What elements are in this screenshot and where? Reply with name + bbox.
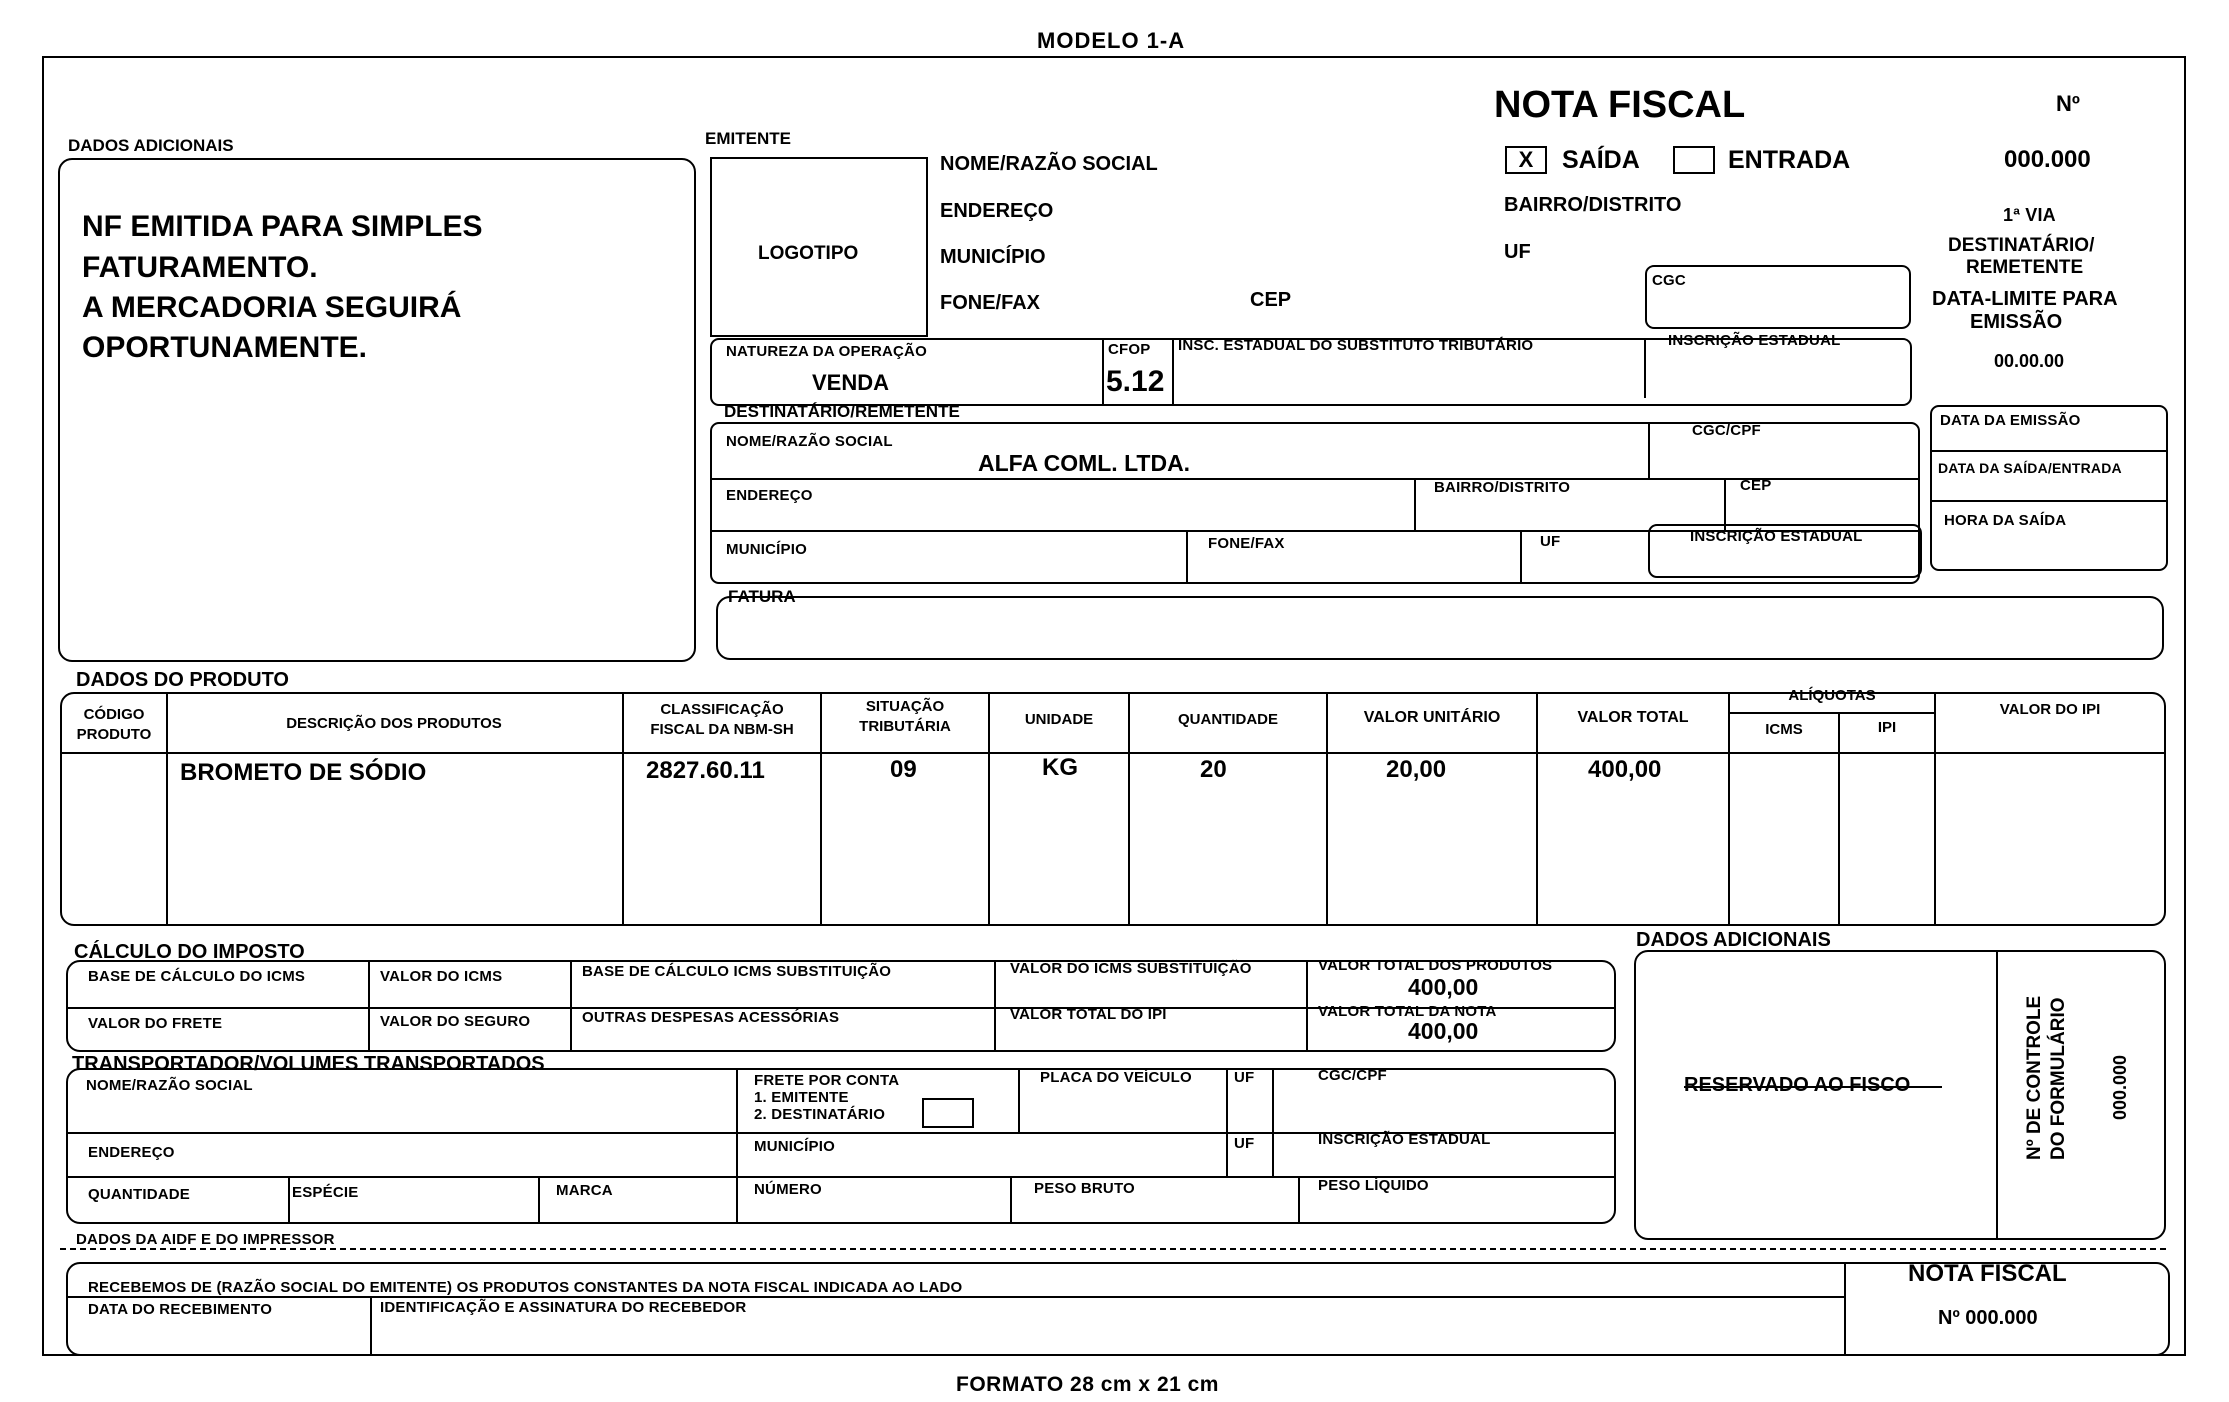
- aidf-label: DADOS DA AIDF E DO IMPRESSOR: [76, 1231, 335, 1248]
- nota-number: 000.000: [2004, 146, 2091, 173]
- cut-line: [60, 1248, 2166, 1250]
- item-unidade: KG: [1042, 754, 1078, 781]
- data-emissao-label: DATA DA EMISSÃO: [1940, 412, 2081, 429]
- frete-emitente-label: 1. EMITENTE: [754, 1089, 849, 1106]
- hdr-situacao: SITUAÇÃO TRIBUTÁRIA: [859, 698, 951, 735]
- total-produtos-label: VALOR TOTAL DOS PRODUTOS: [1318, 957, 1553, 974]
- frete-destinatario-label: 2. DESTINATÁRIO: [754, 1106, 886, 1123]
- valor-subst-label: VALOR DO ICMS SUBSTITUIÇÃO: [1010, 960, 1252, 977]
- cfop-label: CFOP: [1108, 341, 1151, 358]
- seguro-label: VALOR DO SEGURO: [380, 1013, 531, 1030]
- modelo-label: MODELO 1-A: [1037, 28, 1186, 53]
- emitente-title: EMITENTE: [705, 129, 791, 148]
- outras-label: OUTRAS DESPESAS ACESSÓRIAS: [582, 1009, 840, 1026]
- controle-label-1: Nº DE CONTROLE: [2024, 995, 2045, 1160]
- dest-cep-label: CEP: [1740, 477, 1772, 494]
- dados-adicionais-line-4: OPORTUNAMENTE.: [82, 331, 367, 364]
- hora-saida-label: HORA DA SAÍDA: [1944, 512, 2067, 529]
- controle-label-2: DO FORMULÁRIO: [2048, 997, 2069, 1160]
- transp-quantidade-label: QUANTIDADE: [88, 1186, 190, 1203]
- emitente-municipio-label: MUNICÍPIO: [940, 246, 1046, 268]
- formato-label: FORMATO 28 cm x 21 cm: [956, 1373, 1219, 1396]
- frete-conta-checkbox[interactable]: [922, 1098, 974, 1128]
- fatura-box: [716, 596, 2164, 660]
- data-limite-value: 00.00.00: [1994, 351, 2065, 371]
- transp-cgc-label: CGC/CPF: [1318, 1067, 1387, 1084]
- data-limite-2: EMISSÃO: [1970, 311, 2063, 333]
- dados-adicionais-line-1: NF EMITIDA PARA SIMPLES: [82, 210, 483, 243]
- dados-adicionais-line-3: A MERCADORIA SEGUIRÁ: [82, 291, 462, 324]
- emitente-bairro-label: BAIRRO/DISTRITO: [1504, 194, 1682, 216]
- dest-nome-label: NOME/RAZÃO SOCIAL: [726, 433, 893, 450]
- controle-value: 000.000: [2110, 1054, 2130, 1120]
- transp-uf2-label: UF: [1234, 1135, 1255, 1152]
- dados-adicionais-title: DADOS ADICIONAIS: [68, 136, 234, 155]
- fatura-title: FATURA: [728, 587, 796, 606]
- emitente-uf-label: UF: [1504, 241, 1531, 263]
- base-subst-label: BASE DE CÁLCULO ICMS SUBSTITUIÇÃO: [582, 963, 892, 980]
- canhoto-nota-label: NOTA FISCAL: [1908, 1260, 2067, 1287]
- insc-estadual-label: INSCRIÇÃO ESTADUAL: [1668, 332, 1841, 349]
- data-recebimento-label: DATA DO RECEBIMENTO: [88, 1301, 273, 1318]
- emitente-nome-label: NOME/RAZÃO SOCIAL: [940, 153, 1158, 175]
- recebemos-label: RECEBEMOS DE (RAZÃO SOCIAL DO EMITENTE) OS PRODUTOS CONSTANTES DA NOTA FISCAL INDICADA AO LADO: [88, 1279, 963, 1296]
- data-limite-1: DATA-LIMITE PARA: [1932, 288, 2118, 310]
- dest-bairro-label: BAIRRO/DISTRITO: [1434, 479, 1571, 496]
- identificacao-label: IDENTIFICAÇÃO E ASSINATURA DO RECEBEDOR: [380, 1299, 747, 1316]
- item-valor-unitario: 20,00: [1386, 756, 1447, 783]
- dados-adicionais-line-2: FATURAMENTO.: [82, 251, 318, 284]
- natureza-label: NATUREZA DA OPERAÇÃO: [726, 343, 927, 360]
- dest-endereco-label: ENDEREÇO: [726, 487, 813, 504]
- cfop-value: 5.12: [1106, 365, 1165, 398]
- total-ipi-label: VALOR TOTAL DO IPI: [1010, 1006, 1167, 1023]
- dest-nome-value: ALFA COML. LTDA.: [978, 450, 1191, 476]
- total-produtos-value: 400,00: [1408, 974, 1479, 1000]
- data-saida-label: DATA DA SAÍDA/ENTRADA: [1938, 460, 2122, 476]
- hdr-icms: ICMS: [1765, 721, 1803, 738]
- via-dest-1: DESTINATÁRIO/: [1948, 235, 2095, 256]
- emitente-endereco-label: ENDEREÇO: [940, 200, 1054, 222]
- hdr-valor-total: VALOR TOTAL: [1577, 709, 1689, 726]
- valor-icms-label: VALOR DO ICMS: [380, 968, 503, 985]
- dest-uf-label: UF: [1540, 533, 1561, 550]
- entrada-checkbox[interactable]: [1673, 146, 1715, 174]
- frete-conta-label: FRETE POR CONTA: [754, 1072, 900, 1089]
- hdr-aliquotas: ALÍQUOTAS: [1788, 687, 1876, 704]
- item-situacao: 09: [890, 756, 917, 783]
- nota-no-label: Nº: [2056, 91, 2080, 116]
- logotipo-label: LOGOTIPO: [758, 243, 859, 264]
- frete-label: VALOR DO FRETE: [88, 1015, 223, 1032]
- emitente-fone-label: FONE/FAX: [940, 292, 1041, 314]
- insc-subst-label: INSC. ESTADUAL DO SUBSTITUTO TRIBUTÁRIO: [1178, 337, 1534, 354]
- emitente-cep-label: CEP: [1250, 289, 1292, 311]
- produto-title: DADOS DO PRODUTO: [76, 669, 289, 691]
- transp-insc-label: INSCRIÇÃO ESTADUAL: [1318, 1131, 1491, 1148]
- dados-adicionais-bottom-title: DADOS ADICIONAIS: [1636, 929, 1831, 951]
- emitente-cgc-label: CGC: [1652, 272, 1686, 289]
- hdr-unidade: UNIDADE: [1024, 711, 1094, 728]
- entrada-label: ENTRADA: [1728, 146, 1851, 174]
- transp-uf-label: UF: [1234, 1069, 1255, 1086]
- dest-cgc-label: CGC/CPF: [1692, 422, 1761, 439]
- hdr-valor-unitario: VALOR UNITÁRIO: [1363, 709, 1501, 726]
- item-descricao: BROMETO DE SÓDIO: [180, 759, 427, 786]
- transp-endereco-label: ENDEREÇO: [88, 1144, 175, 1161]
- hdr-descricao: DESCRIÇÃO DOS PRODUTOS: [286, 715, 502, 732]
- dest-municipio-label: MUNICÍPIO: [726, 541, 807, 558]
- total-nota-label: VALOR TOTAL DA NOTA: [1318, 1003, 1497, 1020]
- item-quantidade: 20: [1200, 756, 1227, 783]
- hdr-quantidade: QUANTIDADE: [1178, 711, 1278, 728]
- nota-fiscal-title: NOTA FISCAL: [1494, 84, 1746, 126]
- placa-label: PLACA DO VEÍCULO: [1040, 1069, 1192, 1086]
- canhoto-numero-label: Nº 000.000: [1938, 1307, 2038, 1329]
- via-label: 1ª VIA: [2003, 205, 2056, 225]
- base-icms-label: BASE DE CÁLCULO DO ICMS: [88, 968, 306, 985]
- transp-municipio-label: MUNICÍPIO: [754, 1138, 835, 1155]
- transp-nome-label: NOME/RAZÃO SOCIAL: [86, 1077, 253, 1094]
- imposto-title: CÁLCULO DO IMPOSTO: [74, 941, 305, 963]
- transp-marca-label: MARCA: [556, 1182, 613, 1199]
- natureza-value: VENDA: [812, 370, 890, 395]
- hdr-ipi: IPI: [1877, 719, 1897, 736]
- item-valor-total: 400,00: [1588, 756, 1662, 783]
- via-dest-2: REMETENTE: [1966, 257, 2084, 278]
- hdr-codigo: CÓDIGO PRODUTO: [76, 706, 152, 743]
- destinatario-title: DESTINATÁRIO/REMETENTE: [724, 402, 960, 421]
- datas-box: [1930, 405, 2168, 571]
- peso-bruto-label: PESO BRUTO: [1034, 1180, 1135, 1197]
- saida-checkbox[interactable]: X: [1505, 146, 1547, 174]
- peso-liquido-label: PESO LÍQUIDO: [1318, 1177, 1429, 1194]
- item-classificacao: 2827.60.11: [646, 757, 765, 784]
- hdr-classificacao: CLASSIFICAÇÃO FISCAL DA NBM-SH: [650, 701, 794, 738]
- hdr-valor-ipi: VALOR DO IPI: [1999, 701, 2101, 718]
- transp-numero-label: NÚMERO: [754, 1181, 822, 1198]
- saida-label: SAÍDA: [1562, 146, 1640, 174]
- transportador-title: TRANSPORTADOR/VOLUMES TRANSPORTADOS: [72, 1053, 545, 1075]
- total-nota-value: 400,00: [1408, 1018, 1479, 1044]
- transp-especie-label: ESPÉCIE: [292, 1184, 359, 1201]
- dest-insc-label: INSCRIÇÃO ESTADUAL: [1690, 528, 1863, 545]
- reservado-fisco-label: RESERVADO AO FISCO: [1684, 1074, 1911, 1096]
- dest-fone-label: FONE/FAX: [1208, 535, 1285, 552]
